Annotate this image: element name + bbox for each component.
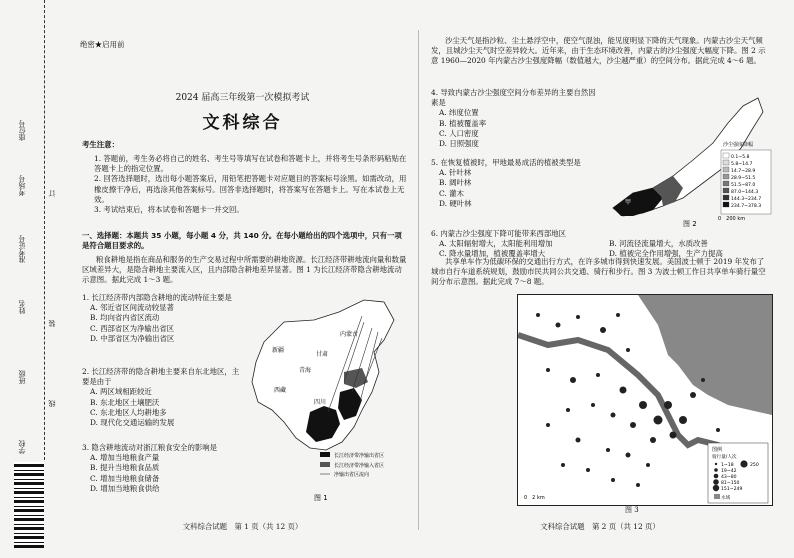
question-stem: 4. 导致内蒙古沙尘强度空间分布差异的主要自然因素是 xyxy=(431,88,596,108)
figure-2-scale: 0 200 km xyxy=(718,216,746,222)
name-label: 姓名 xyxy=(18,300,26,314)
option-c: C. 增加当地粮食储备 xyxy=(90,473,160,483)
page-1-footer: 文科综合试题 第 1 页（共 12 页） xyxy=(182,522,303,531)
passage-1: 粮食耕地是指在商品和服务的生产交易过程中所需要的耕地资源。长江经济带耕地流向量和数量区域差异大，是隐含耕地主要流入区，且内部隐含耕地差异显著。图 1 为长江经济带隐含耕地流动示意图。据此完成 1～3 题。 xyxy=(82,255,407,285)
option-d: D. 植被完全作用增强，生产力提高 xyxy=(609,249,723,259)
subject-title: 文科综合 xyxy=(202,113,283,133)
map-label-gansu: 甘肃 xyxy=(316,351,329,358)
exam-room-label: 考场号 xyxy=(18,175,26,196)
passage-3: 共享单车作为低碳环保的交通出行方式，在许多城市得到快速发展。美国波士顿于 2019 年发布了城市自行车道系统规划，鼓励市民共同公共交通、骑行和步行。图 3 为波士顿工作日共享单车骑行量空间分布示意图。据此完成 7～8 题。 xyxy=(431,257,766,287)
legend-label: 长江经济带净输入省区 xyxy=(334,463,385,469)
option-c: C. 降水量增加，植被覆盖率增大 xyxy=(439,249,546,259)
option-b: B. 均向省内省区流动 xyxy=(90,313,160,323)
legend-label: 14.7~28.9 xyxy=(731,169,756,174)
barcode xyxy=(14,462,44,548)
map-label-sichuan: 四川 xyxy=(314,399,327,406)
question-stem: 6. 内蒙古沙尘强度下降可能带来西部地区 xyxy=(431,229,567,238)
legend-swatch xyxy=(740,460,747,467)
notice-title: 考生注意： xyxy=(82,140,119,149)
notice-item: 1. 答题前，考生务必将自己的姓名、考生号等填写在试卷和答题卡上，并将考生号条形码粘贴在答题卡上的指定位置。 xyxy=(94,154,407,174)
seat-number-label: 座位号 xyxy=(18,120,26,141)
figure-3-legend-title: 图例 xyxy=(712,447,723,453)
cut-mark: 装 xyxy=(48,320,56,327)
option-d: D. 中部省区为净输出省区 xyxy=(90,333,175,343)
question-stem: 1. 长江经济带内部隐含耕地的流动特征主要是 xyxy=(82,293,232,302)
location-jia: 甲 xyxy=(625,199,632,206)
legend-label: 234.7~378.3 xyxy=(731,204,762,209)
legend-swatch xyxy=(713,485,719,491)
legend-swatch xyxy=(713,479,719,485)
legend-label: 43~80 xyxy=(721,475,737,480)
question-6 xyxy=(431,229,771,260)
legend-label: 144.3~234.7 xyxy=(731,197,762,202)
legend-label: 87.0~144.3 xyxy=(731,190,759,195)
question-2 xyxy=(82,367,240,428)
legend-swatch xyxy=(715,463,717,465)
legend-swatch xyxy=(714,474,719,479)
legend-label: 1~18 xyxy=(721,463,734,468)
option-b: B. 河流径流量增大，水质改善 xyxy=(609,239,708,249)
legend-label: 81~150 xyxy=(721,481,740,486)
notice-list xyxy=(94,154,410,215)
cut-line xyxy=(44,0,45,460)
cut-mark: 线 xyxy=(48,400,56,407)
legend-swatch xyxy=(320,462,330,467)
legend-swatch xyxy=(320,452,330,457)
binding-strip xyxy=(0,0,60,558)
option-b: B. 阔叶林 xyxy=(439,178,472,188)
class-label: 班级 xyxy=(18,370,26,384)
legend-label: 28.9~51.5 xyxy=(731,176,756,181)
option-a: A. 针叶林 xyxy=(439,168,472,178)
passage-2: 沙尘天气是指沙粒、尘土悬浮空中，使空气混浊，能见度明显下降的天气现象。内蒙古沙尘天气频发，且城沙尘天气时空差异较大。近年来，由于生态环境改善，内蒙古的沙尘强度大幅度下降。图 2 示意 1960—2020 年内蒙古沙尘强度降幅（数值越大，沙尘越严重）的空间分布。据此完成 4～6 题。 xyxy=(431,36,766,66)
page-divider xyxy=(418,30,419,530)
exam-title: 2024 届高三年级第一次模拟考试 xyxy=(175,93,310,103)
map-label-xinjiang: 新疆 xyxy=(272,347,285,354)
page-2 xyxy=(425,0,775,558)
option-c: C. 东北地区人均耕地多 xyxy=(90,407,167,417)
option-d: D. 现代化交通运输的发展 xyxy=(90,418,175,428)
school-label: 学校 xyxy=(18,440,26,454)
map-label-neimenggu: 内蒙古 xyxy=(340,331,359,338)
legend-label: 净输出省区流向 xyxy=(334,472,370,478)
option-c: C. 人口密度 xyxy=(439,128,479,138)
figure-1-map xyxy=(244,292,404,507)
page-1 xyxy=(70,0,415,558)
question-3 xyxy=(82,443,240,494)
map-label-qinghai: 青海 xyxy=(299,367,312,374)
question-stem: 3. 隐含耕地流动对浙江粮食安全的影响是 xyxy=(82,443,218,452)
option-a: A. 两区域相距较近 xyxy=(90,387,152,397)
option-b: B. 植被覆盖率 xyxy=(439,118,487,128)
question-stem: 5. 在恢复植被时，甲地最易成活的植被类型是 xyxy=(431,158,581,167)
option-c: C. 灌木 xyxy=(439,188,464,198)
figure-2-legend-title: 沙尘强度降幅 xyxy=(723,142,754,148)
map-label-xizang: 西藏 xyxy=(274,387,287,394)
page-2-footer: 文科综合试题 第 2 页（共 12 页） xyxy=(540,522,660,531)
option-a: A. 增加当地粮食产量 xyxy=(90,453,160,463)
admission-number-label: 准考证号 xyxy=(18,235,26,263)
notice-item: 2. 回答选择题时，选出每小题答案后，用铅笔把答题卡对应题目的答案标号涂黑。如需改动，用橡皮擦干净后，再选涂其他答案标号。回答非选择题时，将答案写在答题卡上。写在本试卷上无效。 xyxy=(94,174,407,204)
legend-label: 151~249 xyxy=(721,487,743,492)
legend-label: 5.8~14.7 xyxy=(731,162,753,167)
figure-3-caption: 图 3 xyxy=(625,506,639,514)
figure-3-map xyxy=(517,294,773,506)
section-intro: 一、选择题：本题共 35 小题，每小题 4 分，共 140 分。在每小题给出的四个选项中，只有一项是符合题目要求的。 xyxy=(82,231,402,251)
legend-label: 250 xyxy=(750,463,759,468)
option-a: A. 太阳辐射增大，太阳能利用增加 xyxy=(439,239,553,249)
option-a: A. 纬度位置 xyxy=(439,108,479,118)
option-b: B. 提升当地粮食品质 xyxy=(90,463,160,473)
legend-label: 长江经济带净输出省区 xyxy=(334,453,385,459)
figure-2-map xyxy=(603,88,773,228)
question-1 xyxy=(82,293,240,344)
legend-swatch xyxy=(714,494,720,499)
figure-3-legend-sub: 骑行量/人次 xyxy=(712,455,737,460)
legend-label: 0.1~5.8 xyxy=(731,155,750,160)
legend-label: 51.5~87.0 xyxy=(731,183,756,188)
legend-label: 水域 xyxy=(721,496,731,501)
option-d: D. 硬叶林 xyxy=(439,198,472,208)
figure-1-caption: 图 1 xyxy=(314,494,328,502)
cut-mark: 订 xyxy=(48,190,56,197)
question-4 xyxy=(431,88,601,149)
option-b: B. 东北地区土壤肥沃 xyxy=(90,397,160,407)
figure-2-caption: 图 2 xyxy=(683,220,697,228)
figure-3-scale: 0 2 km xyxy=(524,495,545,501)
question-5 xyxy=(431,158,601,209)
secret-mark: 绝密★启用前 xyxy=(80,40,125,49)
figure-3-graphic xyxy=(518,295,772,505)
option-d: D. 日照强度 xyxy=(439,139,479,149)
option-a: A. 邻近省区间流动较显著 xyxy=(90,303,174,313)
question-stem: 2. 长江经济带的隐含耕地主要来自东北地区，主要是由于 xyxy=(82,367,240,387)
option-d: D. 增加当地粮食供给 xyxy=(90,483,160,493)
legend-label: 19~42 xyxy=(721,469,737,474)
notice-item: 3. 考试结束后，将本试卷和答题卡一并交回。 xyxy=(94,205,244,215)
option-c: C. 西部省区为净输出省区 xyxy=(90,323,174,333)
legend-swatch xyxy=(714,468,718,472)
